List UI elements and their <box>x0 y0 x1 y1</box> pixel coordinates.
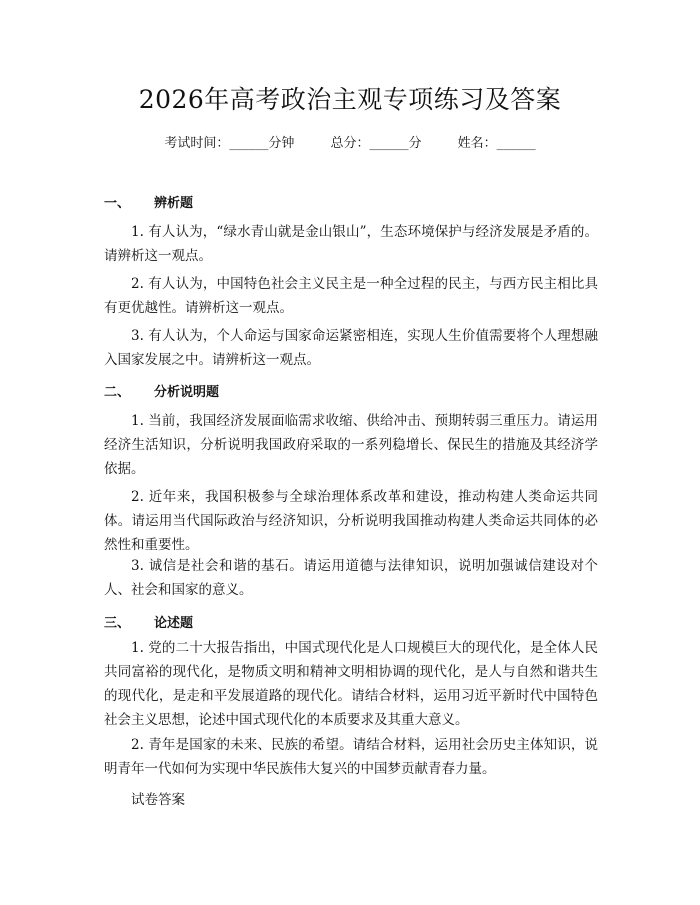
question-2-3: 3. 诚信是社会和谐的基石。请运用道德与法律知识，说明加强诚信建设对个人、社会和国家的意义。 <box>104 558 598 598</box>
question-3-2: 2. 青年是国家的未来、民族的希望。请结合材料，运用社会历史主体知识，说明青年一代如何为实现中华民族伟大复兴的中国梦贡献青春力量。 <box>104 737 598 777</box>
exam-meta <box>0 132 700 151</box>
section-heading-2 <box>104 381 219 400</box>
question-1-1: 1. 有人认为，“绿水青山就是金山银山”，生态环境保护与经济发展是矛盾的。请辨析这一观点。 <box>104 224 598 264</box>
question-3-1: 1. 党的二十大报告指出，中国式现代化是人口规模巨大的现代化，是全体人民共同富裕的现代化，是物质文明和精神文明相协调的现代化，是人与自然和谐共生的现代化，是走和平发展道路的现代化。请结合材料，运用习近平新时代中国特色社会主义思想，论述中国式现代化的本质要求及其重大意义。 <box>104 640 598 728</box>
question-2-2: 2. 近年来，我国积极参与全球治理体系改革和建设，推动构建人类命运共同体。请运用当代国际政治与经济知识，分析说明我国推动构建人类命运共同体的必然性和重要性。 <box>104 489 598 553</box>
answer-key-label: 试卷答案 <box>131 792 185 808</box>
section-heading-3 <box>104 612 193 631</box>
section-heading-1 <box>104 192 193 211</box>
section-number: 三、 <box>104 616 131 631</box>
page-title: 2026年高考政治主观专项练习及答案 <box>138 85 562 114</box>
student-name-field: 姓名：______ <box>457 136 536 151</box>
section-number: 一、 <box>104 196 131 211</box>
section-title: 辨析题 <box>154 196 194 211</box>
section-number: 二、 <box>104 385 131 400</box>
question-2-1: 1. 当前，我国经济发展面临需求收缩、供给冲击、预期转弱三重压力。请运用经济生活知识，分析说明我国政府采取的一系列稳增长、保民生的措施及其经济学依据。 <box>104 413 598 477</box>
section-title: 论述题 <box>154 616 194 631</box>
total-score-field: 总分：______分 <box>330 136 422 151</box>
exam-time-field: 考试时间：______分钟 <box>164 136 295 151</box>
question-1-3: 3. 有人认为，个人命运与国家命运紧密相连，实现人生价值需要将个人理想融入国家发展之中。请辨析这一观点。 <box>104 328 598 368</box>
section-title: 分析说明题 <box>154 385 220 400</box>
question-1-2: 2. 有人认为，中国特色社会主义民主是一种全过程的民主，与西方民主相比具有更优越性。请辨析这一观点。 <box>104 276 598 316</box>
